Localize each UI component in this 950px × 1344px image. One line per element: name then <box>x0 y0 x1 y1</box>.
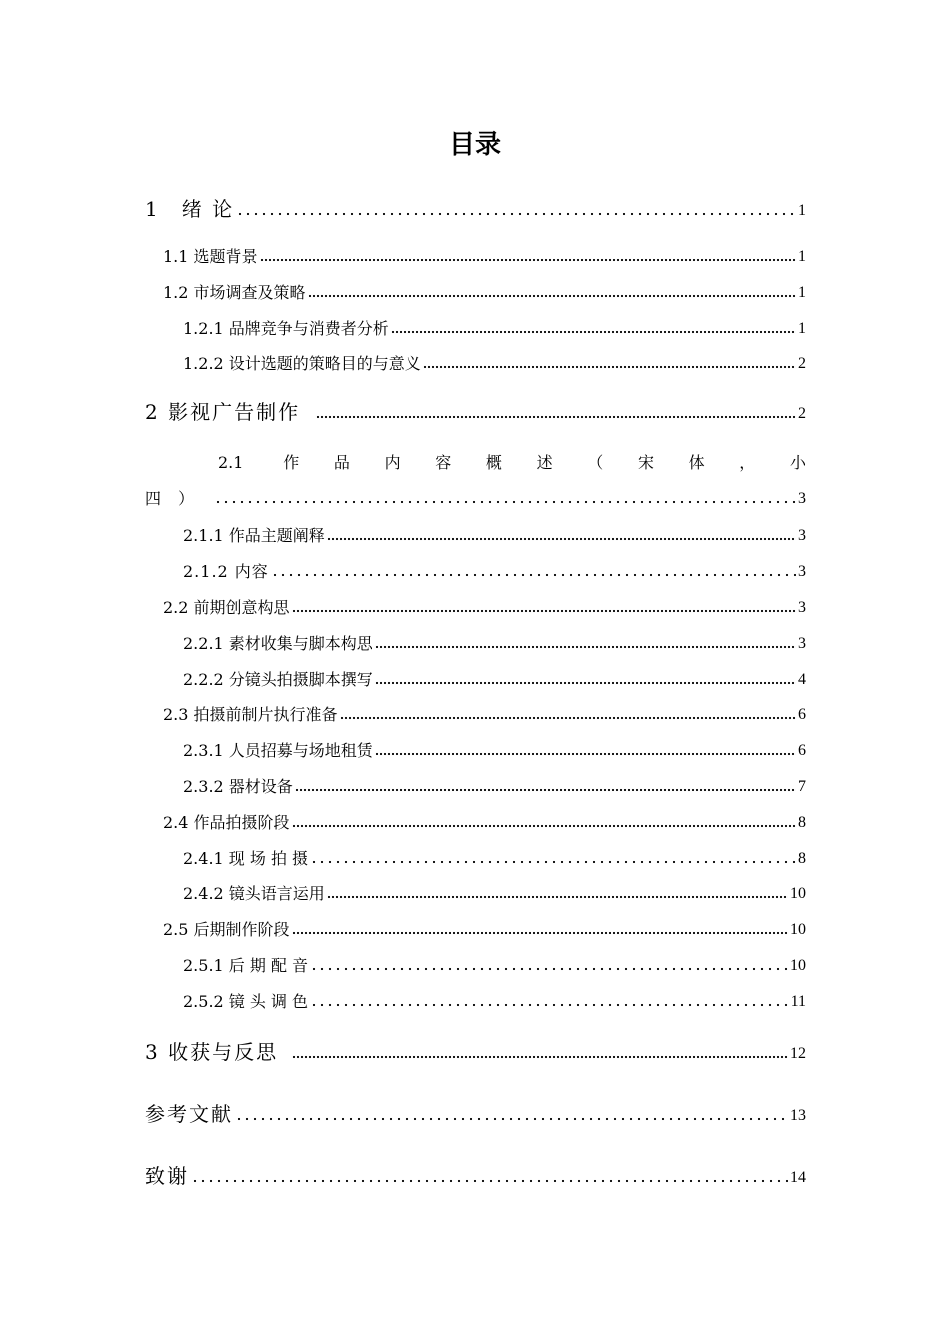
toc-entry-label: 1 绪 论 <box>145 197 235 221</box>
toc-entry[interactable] <box>163 815 806 831</box>
toc-entry[interactable] <box>145 1042 806 1062</box>
dot-leader <box>310 1001 789 1007</box>
dot-leader <box>375 679 796 685</box>
toc-entry[interactable] <box>183 356 806 372</box>
toc-entry-page: 14 <box>790 1169 806 1186</box>
toc-entry-page: 2 <box>798 355 806 372</box>
toc-entry-page: 6 <box>798 706 806 723</box>
dot-leader <box>292 607 796 613</box>
toc-entry-label: 3 收获与反思 <box>145 1040 279 1064</box>
toc-entry-page: 4 <box>798 671 806 688</box>
toc-entry-label: 四 ） <box>145 489 201 508</box>
toc-entry-label: 2.2.1 素材收集与脚本构思 <box>183 634 373 653</box>
toc-entry-label: 2.5.1 后 期 配 音 <box>183 956 309 975</box>
toc-entry[interactable] <box>163 285 806 301</box>
dot-leader <box>310 965 788 971</box>
toc-entry-label: 1.2 市场调查及策略 <box>163 283 306 302</box>
toc-entry-label: 2.5.2 镜 头 调 色 <box>183 992 309 1011</box>
dot-leader <box>308 292 796 298</box>
toc-entry-label: 2.4.2 镜头语言运用 <box>183 884 325 903</box>
toc-entry[interactable] <box>145 1104 806 1124</box>
toc-entry-page: 3 <box>798 635 806 652</box>
toc-entry-page: 12 <box>790 1045 806 1062</box>
toc-entry[interactable] <box>145 199 806 219</box>
toc-entry[interactable] <box>183 851 806 867</box>
toc-entry-label: 2.3.1 人员招募与场地租赁 <box>183 741 373 760</box>
toc-entry[interactable] <box>183 672 806 688</box>
toc-entry-page: 1 <box>798 248 806 265</box>
toc-entry[interactable] <box>145 491 806 507</box>
toc-entry-label: 致谢 <box>145 1164 189 1188</box>
dot-leader <box>375 643 796 649</box>
toc-entry[interactable] <box>183 564 806 580</box>
toc-entry[interactable] <box>183 886 806 902</box>
toc-entry-label: 1.2.1 品牌竞争与消费者分析 <box>183 319 389 338</box>
dot-leader <box>236 210 796 216</box>
toc-entry[interactable] <box>183 958 806 974</box>
toc-entry-page: 13 <box>790 1107 806 1124</box>
toc-entry-label: 2 影视广告制作 <box>145 400 301 424</box>
dot-leader <box>260 256 796 262</box>
toc-entry[interactable] <box>163 249 806 265</box>
toc-entry-label-line1[interactable]: 2.1 作品内容概述（宋体，小 <box>218 453 806 472</box>
dot-leader <box>292 929 788 935</box>
toc-entry-page: 11 <box>790 993 806 1010</box>
dot-leader <box>295 786 796 792</box>
toc-entry-page: 1 <box>798 202 806 219</box>
toc-entry-label: 2.2.2 分镜头拍摄脚本撰写 <box>183 670 373 689</box>
dot-leader <box>191 1177 788 1183</box>
toc-entry[interactable] <box>145 1166 806 1186</box>
toc-entry-label: 2.3 拍摄前制片执行准备 <box>163 705 338 724</box>
toc-entry-label: 参考文献 <box>145 1102 233 1126</box>
toc-title: 目录 <box>448 130 501 160</box>
toc-entry-page: 8 <box>798 850 806 867</box>
toc-entry-label: 2.1.1 作品主题阐释 <box>183 526 325 545</box>
dot-leader <box>327 893 788 899</box>
toc-entry-page: 1 <box>798 284 806 301</box>
dot-leader <box>310 858 796 864</box>
toc-entry-label: 2.5 后期制作阶段 <box>163 920 290 939</box>
toc-entry-page: 10 <box>790 957 806 974</box>
dot-leader <box>375 750 796 756</box>
toc-entry[interactable] <box>183 528 806 544</box>
dot-leader <box>423 363 796 369</box>
dot-leader <box>327 535 796 541</box>
toc-entry[interactable] <box>163 707 806 723</box>
toc-entry-label: 2.2 前期创意构思 <box>163 598 290 617</box>
toc-entry-page: 8 <box>798 814 806 831</box>
toc-entry-page: 1 <box>798 320 806 337</box>
dot-leader <box>316 413 796 419</box>
dot-leader <box>292 1053 788 1059</box>
toc-entry-label: 2.3.2 器材设备 <box>183 777 293 796</box>
toc-entry[interactable] <box>183 636 806 652</box>
toc-entry[interactable] <box>183 743 806 759</box>
toc-entry-page: 10 <box>790 885 806 902</box>
toc-entry-page: 7 <box>798 778 806 795</box>
toc-entry[interactable] <box>183 321 806 337</box>
toc-entry-page: 3 <box>798 563 806 580</box>
toc-entry[interactable] <box>163 922 806 938</box>
toc-entry-page: 2 <box>798 405 806 422</box>
toc-entry-label: 1.1 选题背景 <box>163 247 258 266</box>
toc-entry-page: 10 <box>790 921 806 938</box>
toc-entry[interactable] <box>183 994 806 1010</box>
toc-entry-page: 3 <box>798 490 806 507</box>
toc-entry-page: 3 <box>798 599 806 616</box>
toc-entry-page: 3 <box>798 527 806 544</box>
dot-leader <box>292 822 796 828</box>
toc-entry[interactable] <box>183 779 806 795</box>
dot-leader <box>235 1115 788 1121</box>
toc-entry-page: 6 <box>798 742 806 759</box>
dot-leader <box>214 498 796 504</box>
dot-leader <box>340 714 796 720</box>
toc-entry[interactable] <box>163 600 806 616</box>
toc-entry-label: 2.4 作品拍摄阶段 <box>163 813 290 832</box>
toc-entry-label: 2.4.1 现 场 拍 摄 <box>183 849 309 868</box>
toc-entry[interactable] <box>145 402 806 422</box>
dot-leader <box>271 571 796 577</box>
dot-leader <box>391 328 796 334</box>
toc-entry-label: 1.2.2 设计选题的策略目的与意义 <box>183 354 421 373</box>
toc-entry-label: 2.1.2 内容 <box>183 562 269 581</box>
